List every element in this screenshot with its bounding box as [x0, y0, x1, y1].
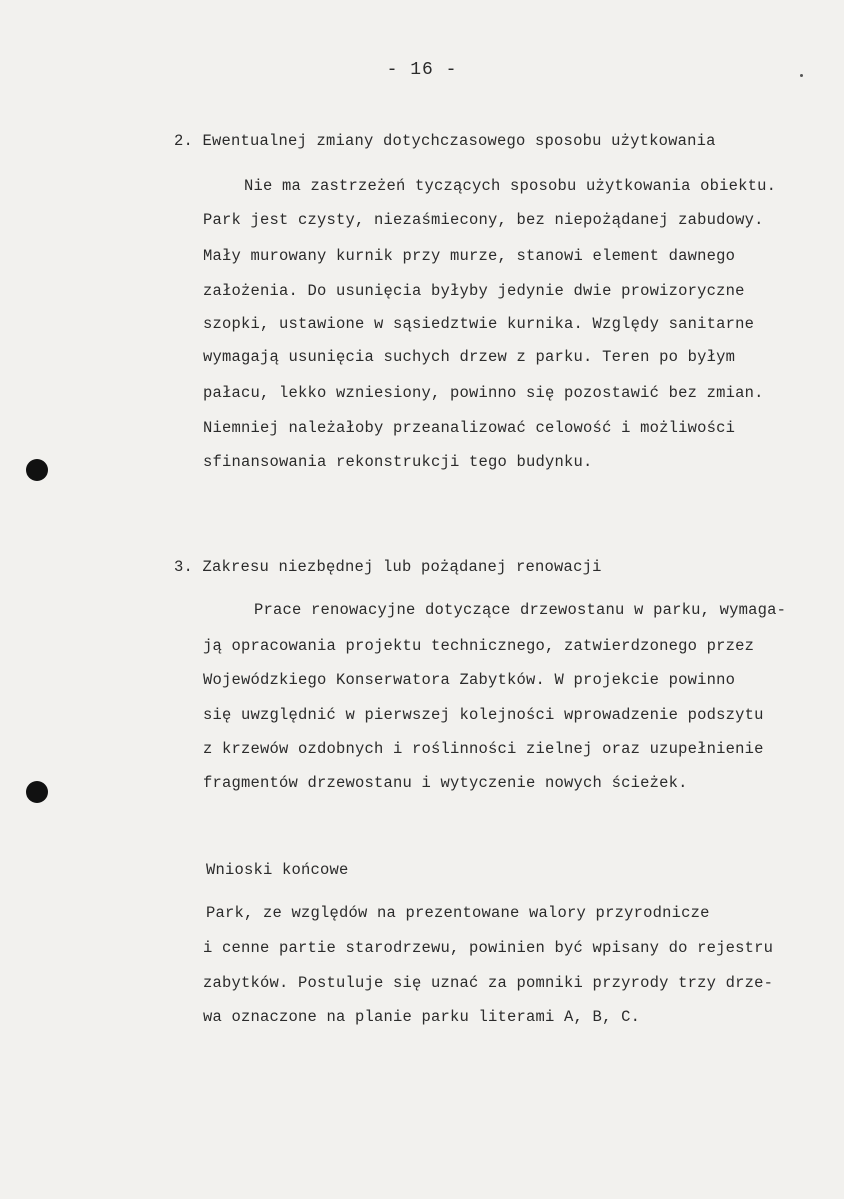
page-number: - 16 -	[386, 60, 458, 80]
punch-hole-lower	[26, 781, 48, 803]
conclusions-heading: Wnioski końcowe	[206, 861, 349, 879]
section-3-line: fragmentów drzewostanu i wytyczenie nowych ścieżek.	[203, 774, 688, 792]
punch-hole-upper	[26, 459, 48, 481]
conclusions-line: i cenne partie starodrzewu, powinien być wpisany do rejestru	[203, 939, 774, 957]
section-2-line: Niemniej należałoby przeanalizować celowość i możliwości	[203, 419, 736, 437]
section-3-line: z krzewów ozdobnych i roślinności zielnej oraz uzupełnienie	[203, 740, 764, 758]
section-3-line: Wojewódzkiego Konserwatora Zabytków. W projekcie powinno	[203, 671, 736, 689]
section-2-line: założenia. Do usunięcia byłyby jedynie dwie prowizoryczne	[203, 282, 745, 300]
section-2-line: Park jest czysty, niezaśmiecony, bez niepożądanej zabudowy.	[203, 211, 764, 229]
section-2-line: pałacu, lekko wzniesiony, powinno się pozostawić bez zmian.	[203, 384, 764, 402]
ink-speck	[800, 74, 803, 77]
conclusions-line: Park, ze względów na prezentowane walory przyrodnicze	[206, 904, 710, 922]
section-3-line: się uwzględnić w pierwszej kolejności wprowadzenie podszytu	[203, 706, 764, 724]
section-2-line: sfinansowania rekonstrukcji tego budynku.	[203, 453, 593, 471]
conclusions-line: zabytków. Postuluje się uznać za pomniki przyrody trzy drze-	[203, 974, 774, 992]
section-2-line: szopki, ustawione w sąsiedztwie kurnika. Względy sanitarne	[203, 315, 755, 333]
section-2-line: Nie ma zastrzeżeń tyczących sposobu użytkowania obiektu.	[244, 177, 777, 195]
section-3-heading: 3. Zakresu niezbędnej lub pożądanej renowacji	[174, 558, 602, 576]
section-2-heading: 2. Ewentualnej zmiany dotychczasowego sposobu użytkowania	[174, 132, 716, 150]
section-3-line: Prace renowacyjne dotyczące drzewostanu w parku, wymaga-	[254, 601, 787, 619]
section-2-line: Mały murowany kurnik przy murze, stanowi element dawnego	[203, 247, 736, 265]
section-2-line: wymagają usunięcia suchych drzew z parku. Teren po byłym	[203, 348, 736, 366]
conclusions-line: wa oznaczone na planie parku literami A, B, C.	[203, 1008, 641, 1026]
section-3-line: ją opracowania projektu technicznego, zatwierdzonego przez	[203, 637, 755, 655]
